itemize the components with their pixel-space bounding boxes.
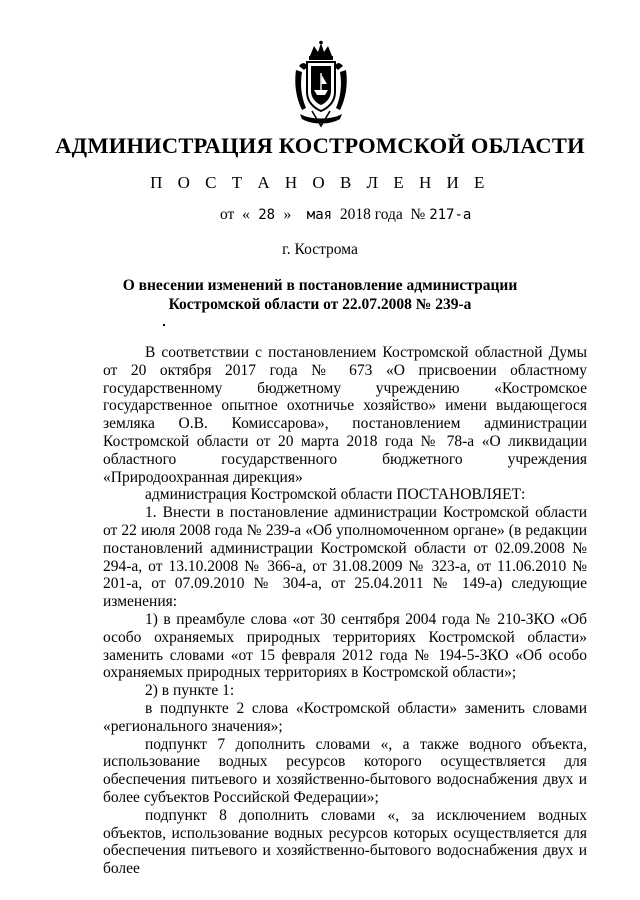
body-paragraph-7: подпункт 7 дополнить словами «, а также водного объекта, использование водных ресурсов которого осуществляется для обеспечения питьевого и хозяйственно-бытового водоснабжения двух и более субъектов Российской Федерации»; [103, 735, 587, 806]
body-paragraph-5: 2) в пункте 1: [145, 682, 235, 700]
document-number: 217-а [429, 207, 472, 223]
city: г. Кострома [282, 241, 358, 258]
title-line-1: О внесении изменений в постановление администрации [122, 277, 518, 294]
organization-name: АДМИНИСТРАЦИЯ КОСТРОМСКОЙ ОБЛАСТИ [55, 133, 585, 158]
body-paragraph-1: В соответствии с постановлением Костромской областной Думы от 20 октября 2017 года № 673 «О присвоении областному государственному бюджетному учреждению «Костромское государственное опытное охотничье хозяйство» имени выдающегося земляка О.В. Комиссарова», постановлением администрации Костромской области от 20 марта 2018 года № 78-а «О ликвидации областного государственного бюджетного учреждения «Природоохранная дирекция» [103, 344, 587, 486]
date-mid: » [283, 206, 300, 223]
stray-mark [163, 324, 165, 326]
document-title [0, 276, 640, 314]
body-paragraph-6: в подпункте 2 слова «Костромской области» заменить словами «регионального значения»; [103, 699, 587, 735]
date-day: 28 [249, 207, 284, 223]
coat-of-arms-emblem [292, 40, 350, 128]
date-year: 2018 года № [332, 206, 426, 223]
title-line-2: Костромской области от 22.07.2008 № 239-а [168, 296, 472, 313]
body-paragraph-8: подпункт 8 дополнить словами «, за исключением водных объектов, использование водных ресурсов которых осуществляется для обеспечения питьевого и хозяйственно-бытового водоснабжения двух и более [103, 806, 587, 878]
date-line [220, 206, 471, 224]
body-paragraph-2: администрация Костромской области ПОСТАНОВЛЯЕТ: [145, 486, 526, 504]
date-month: мая [306, 207, 333, 223]
document-type: П О С Т А Н О В Л Е Н И Е [150, 173, 490, 192]
body-paragraph-4: 1) в преамбуле слова «от 30 сентября 2004 года № 210-ЗКО «Об особо охраняемых природных территориях Костромской области» заменить словами «от 15 февраля 2012 года № 194-5-ЗКО «Об особо охраняемых природных территориях в Костромской области»; [103, 610, 587, 682]
date-prefix: от « [220, 206, 250, 223]
body-paragraph-3: 1. Внести в постановление администрации Костромской области от 22 июля 2008 года № 239-а «Об уполномоченном органе» (в редакции постановлений администрации Костромской области от 02.09.2008 № 294-а, от 13.10.2008 № 366-а, от 31.08.2009 № 323-а, от 11.06.2010 № 201-а, от 07.09.2010 № 304-а, от 25.04.2011 № 149-а) следующие изменения: [103, 504, 587, 611]
document-body [103, 344, 587, 878]
